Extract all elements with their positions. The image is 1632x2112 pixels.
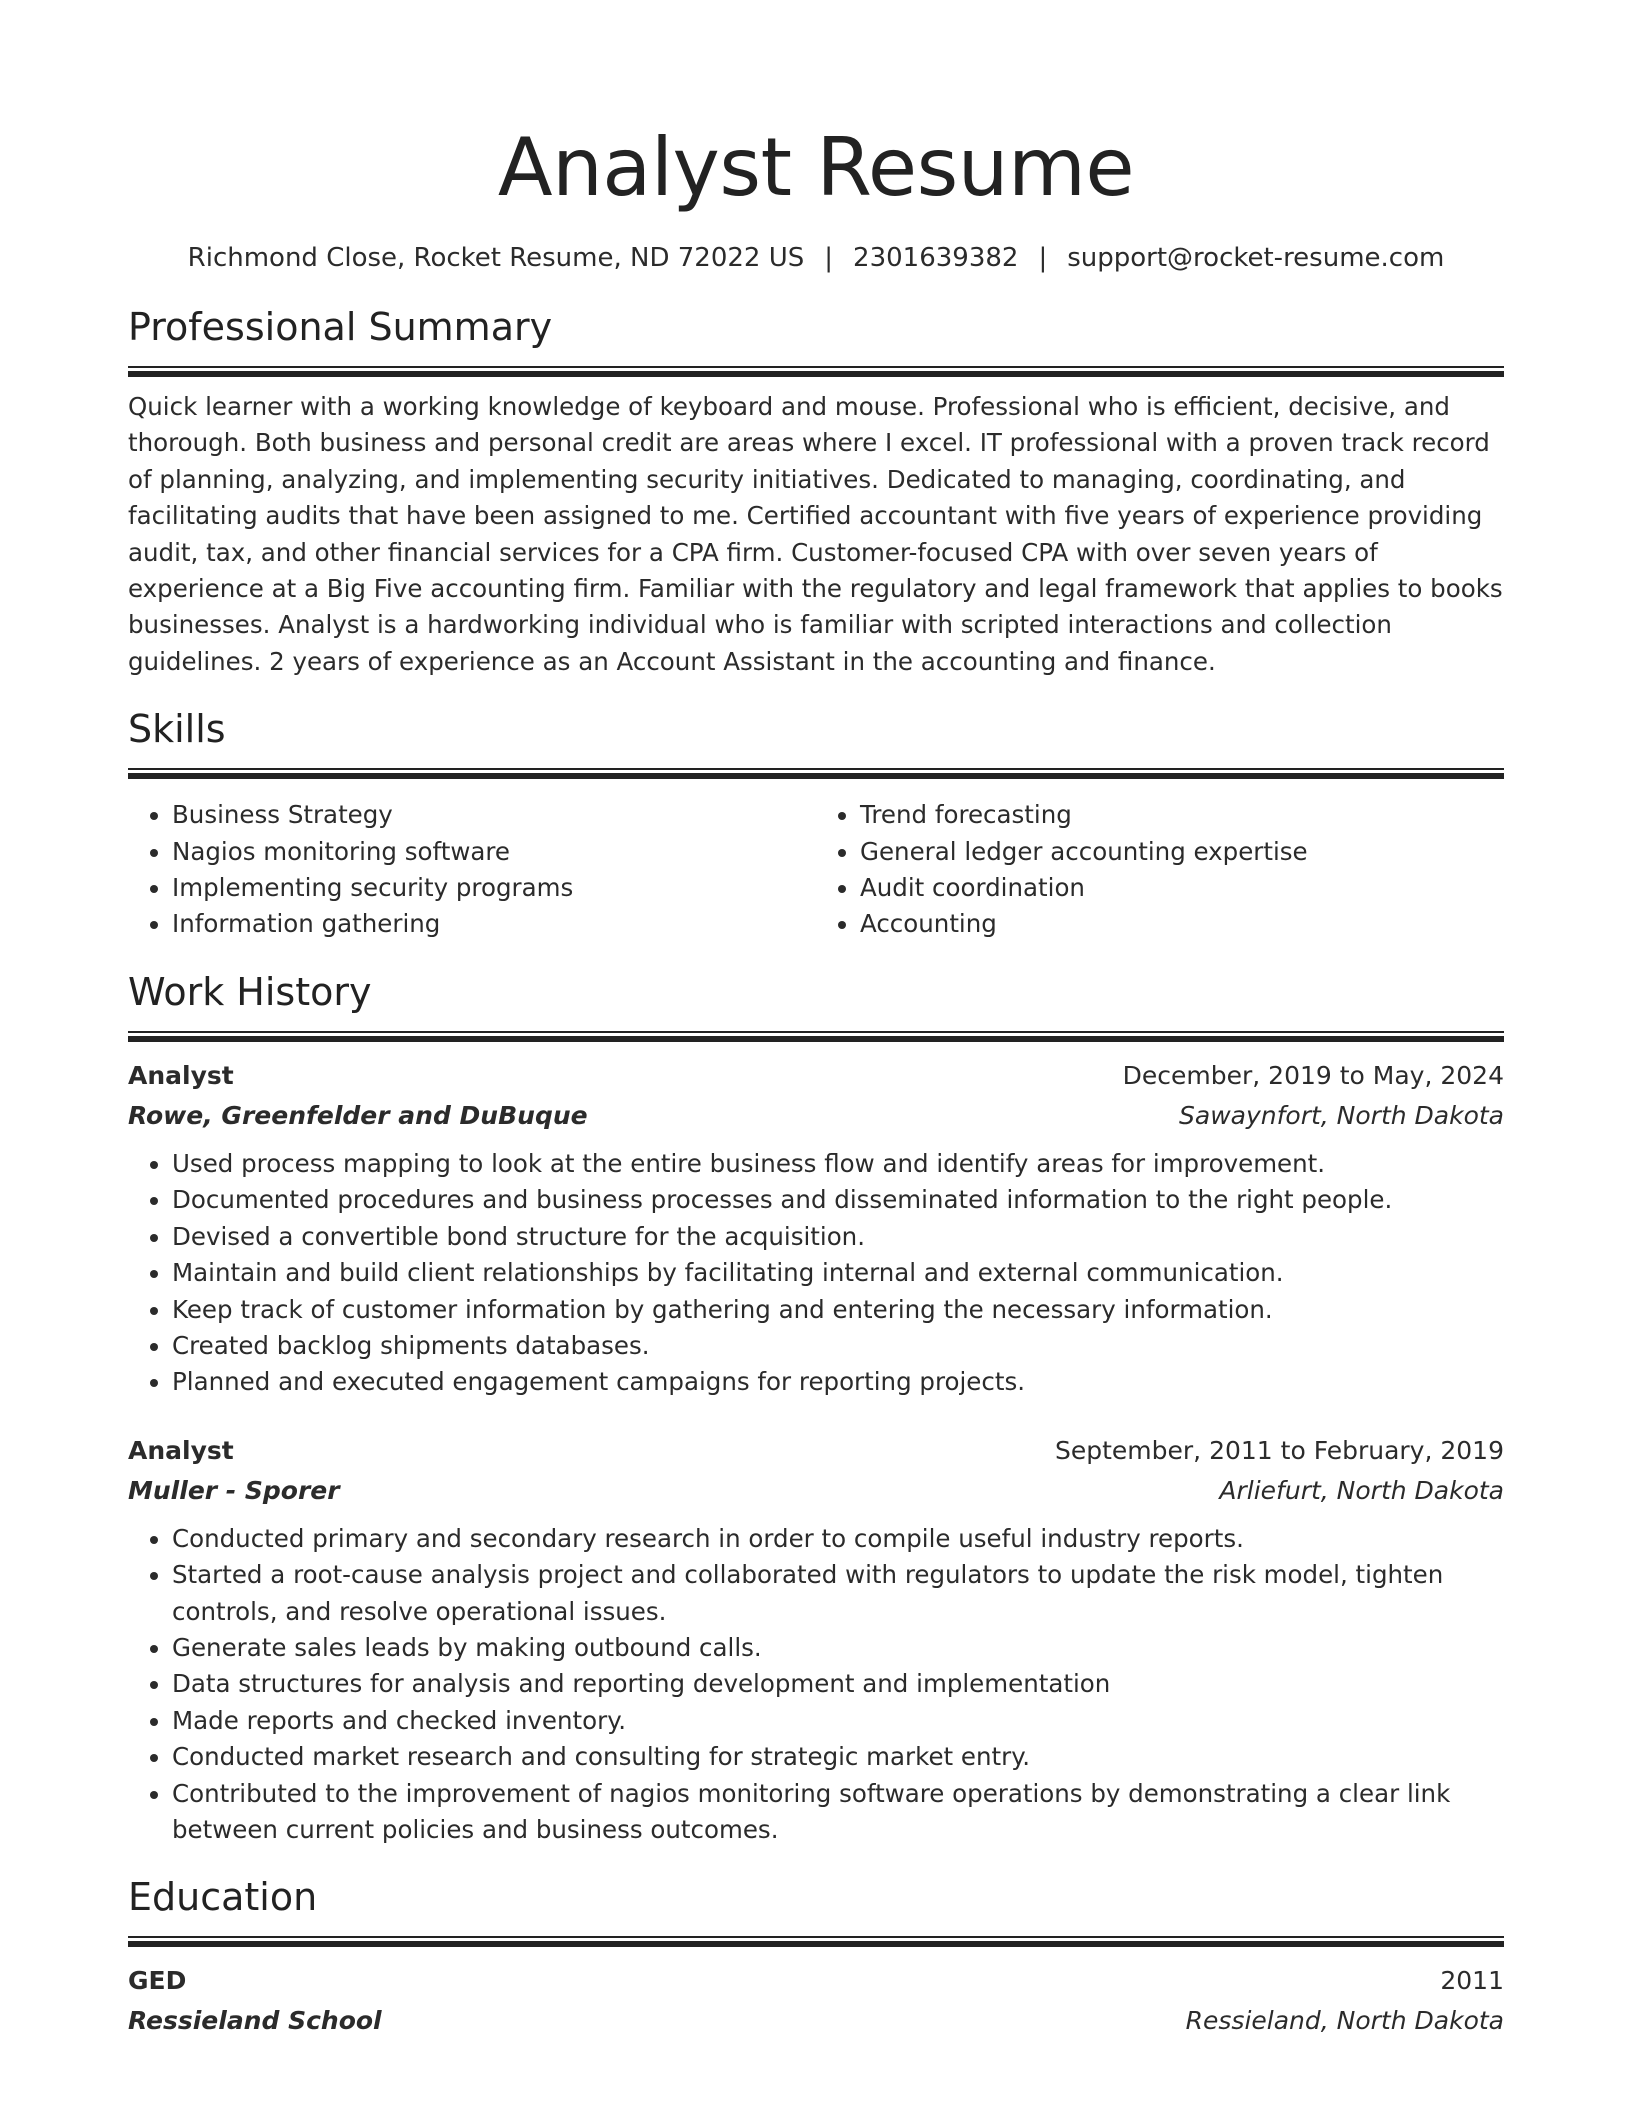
skills-columns — [128, 797, 1504, 943]
summary-heading: Professional Summary — [128, 305, 553, 349]
education-degree-row — [128, 1961, 1504, 2001]
summary-text: Quick learner with a working knowledge of keyboard and mouse. Professional who is efficient, decisive, and thorough. Both business and personal credit are areas where I excel. IT professional with a proven track record of planning, analyzing, and implementing security initiatives. Dedicated to managing, coordinating, and facilitating audits that have been assigned to me. Certified accountant with five years of experience providing audit, tax, and other financial services for a CPA firm. Customer-focused CPA with over seven years of experience at a Big Five accounting firm. Familiar with the regulatory and legal framework that applies to books businesses. Analyst is a hardworking individual who is familiar with scripted interactions and collection guidelines. 2 years of experience as an Account Assistant in the accounting and finance. — [128, 392, 1503, 676]
skill-item: • Business Strategy — [172, 797, 816, 833]
job-role: Analyst — [128, 1435, 234, 1465]
job-bullet: • Used process mapping to look at the entire business flow and identify areas for improvement. — [172, 1146, 1504, 1182]
contact-email: support@rocket-resume.com — [1067, 243, 1445, 273]
job-bullet: • Conducted primary and secondary research in order to compile useful industry reports. — [172, 1521, 1504, 1557]
job-title-row — [128, 1056, 1504, 1096]
job-bullet: • Started a root-cause analysis project and collaborated with regulators to update the risk model, tighten controls, and resolve operational issues. — [172, 1557, 1504, 1630]
job-bullet: • Keep track of customer information by gathering and entering the necessary information. — [172, 1292, 1504, 1328]
skill-item: • Implementing security programs — [172, 870, 816, 906]
job-bullet: • Devised a convertible bond structure for the acquisition. — [172, 1219, 1504, 1255]
skills-right-list — [816, 797, 1504, 943]
job-bullets — [128, 1521, 1504, 1849]
job-dates: September, 2011 to February, 2019 — [1055, 1435, 1504, 1465]
job-bullet: • Maintain and build client relationships by facilitating internal and external communication. — [172, 1255, 1504, 1291]
education-school: Ressieland School — [128, 2006, 382, 2036]
job-company: Rowe, Greenfelder and DuBuque — [128, 1100, 588, 1130]
contact-separator: | — [1038, 243, 1048, 273]
job-entry — [128, 1431, 1504, 1849]
job-company-row — [128, 1096, 1504, 1136]
skills-section — [128, 704, 1504, 943]
contact-phone: 2301639382 — [853, 243, 1019, 273]
work-section — [128, 967, 1504, 1849]
job-bullet: • Planned and executed engagement campaigns for reporting projects. — [172, 1364, 1504, 1400]
summary-section — [128, 302, 1504, 680]
education-entry — [128, 1961, 1504, 2041]
section-divider — [128, 366, 1504, 377]
skills-heading: Skills — [128, 707, 226, 752]
job-company-row — [128, 1471, 1504, 1511]
contact-separator: | — [824, 243, 834, 273]
job-location: Sawaynfort, North Dakota — [1179, 1100, 1504, 1130]
job-bullet: • Contributed to the improvement of nagios monitoring software operations by demonstrating a clear link between current policies and business outcomes. — [172, 1776, 1504, 1849]
job-bullet: • Documented procedures and business processes and disseminated information to the right people. — [172, 1182, 1504, 1218]
education-section — [128, 1872, 1504, 2041]
section-divider — [128, 768, 1504, 779]
education-year: 2011 — [1440, 1966, 1504, 1996]
job-bullet: • Generate sales leads by making outbound calls. — [172, 1630, 1504, 1666]
skill-item: • General ledger accounting expertise — [860, 834, 1504, 870]
skill-item: • Trend forecasting — [860, 797, 1504, 833]
job-location: Arliefurt, North Dakota — [1219, 1475, 1504, 1505]
job-role: Analyst — [128, 1060, 234, 1090]
skill-item: • Information gathering — [172, 906, 816, 942]
education-location: Ressieland, North Dakota — [1185, 2006, 1504, 2036]
section-divider — [128, 1031, 1504, 1042]
section-divider — [128, 1936, 1504, 1947]
job-entry — [128, 1056, 1504, 1401]
job-bullet: • Conducted market research and consulting for strategic market entry. — [172, 1739, 1504, 1775]
job-bullet: • Created backlog shipments databases. — [172, 1328, 1504, 1364]
contact-line — [128, 240, 1504, 276]
skill-item: • Accounting — [860, 906, 1504, 942]
education-degree: GED — [128, 1966, 187, 1996]
job-dates: December, 2019 to May, 2024 — [1122, 1060, 1504, 1090]
job-bullet: • Data structures for analysis and reporting development and implementation — [172, 1666, 1504, 1702]
job-title-row — [128, 1431, 1504, 1471]
education-school-row — [128, 2001, 1504, 2041]
job-bullet: • Made reports and checked inventory. — [172, 1703, 1504, 1739]
skill-item: • Audit coordination — [860, 870, 1504, 906]
skills-left-list — [128, 797, 816, 943]
education-heading: Education — [128, 1875, 318, 1920]
contact-address: Richmond Close, Rocket Resume, ND 72022 US — [187, 243, 805, 273]
resume-title: Analyst Resume — [497, 121, 1135, 214]
work-heading: Work History — [128, 969, 372, 1014]
job-bullets — [128, 1146, 1504, 1401]
job-company: Muller - Sporer — [128, 1475, 340, 1505]
skill-item: • Nagios monitoring software — [172, 834, 816, 870]
